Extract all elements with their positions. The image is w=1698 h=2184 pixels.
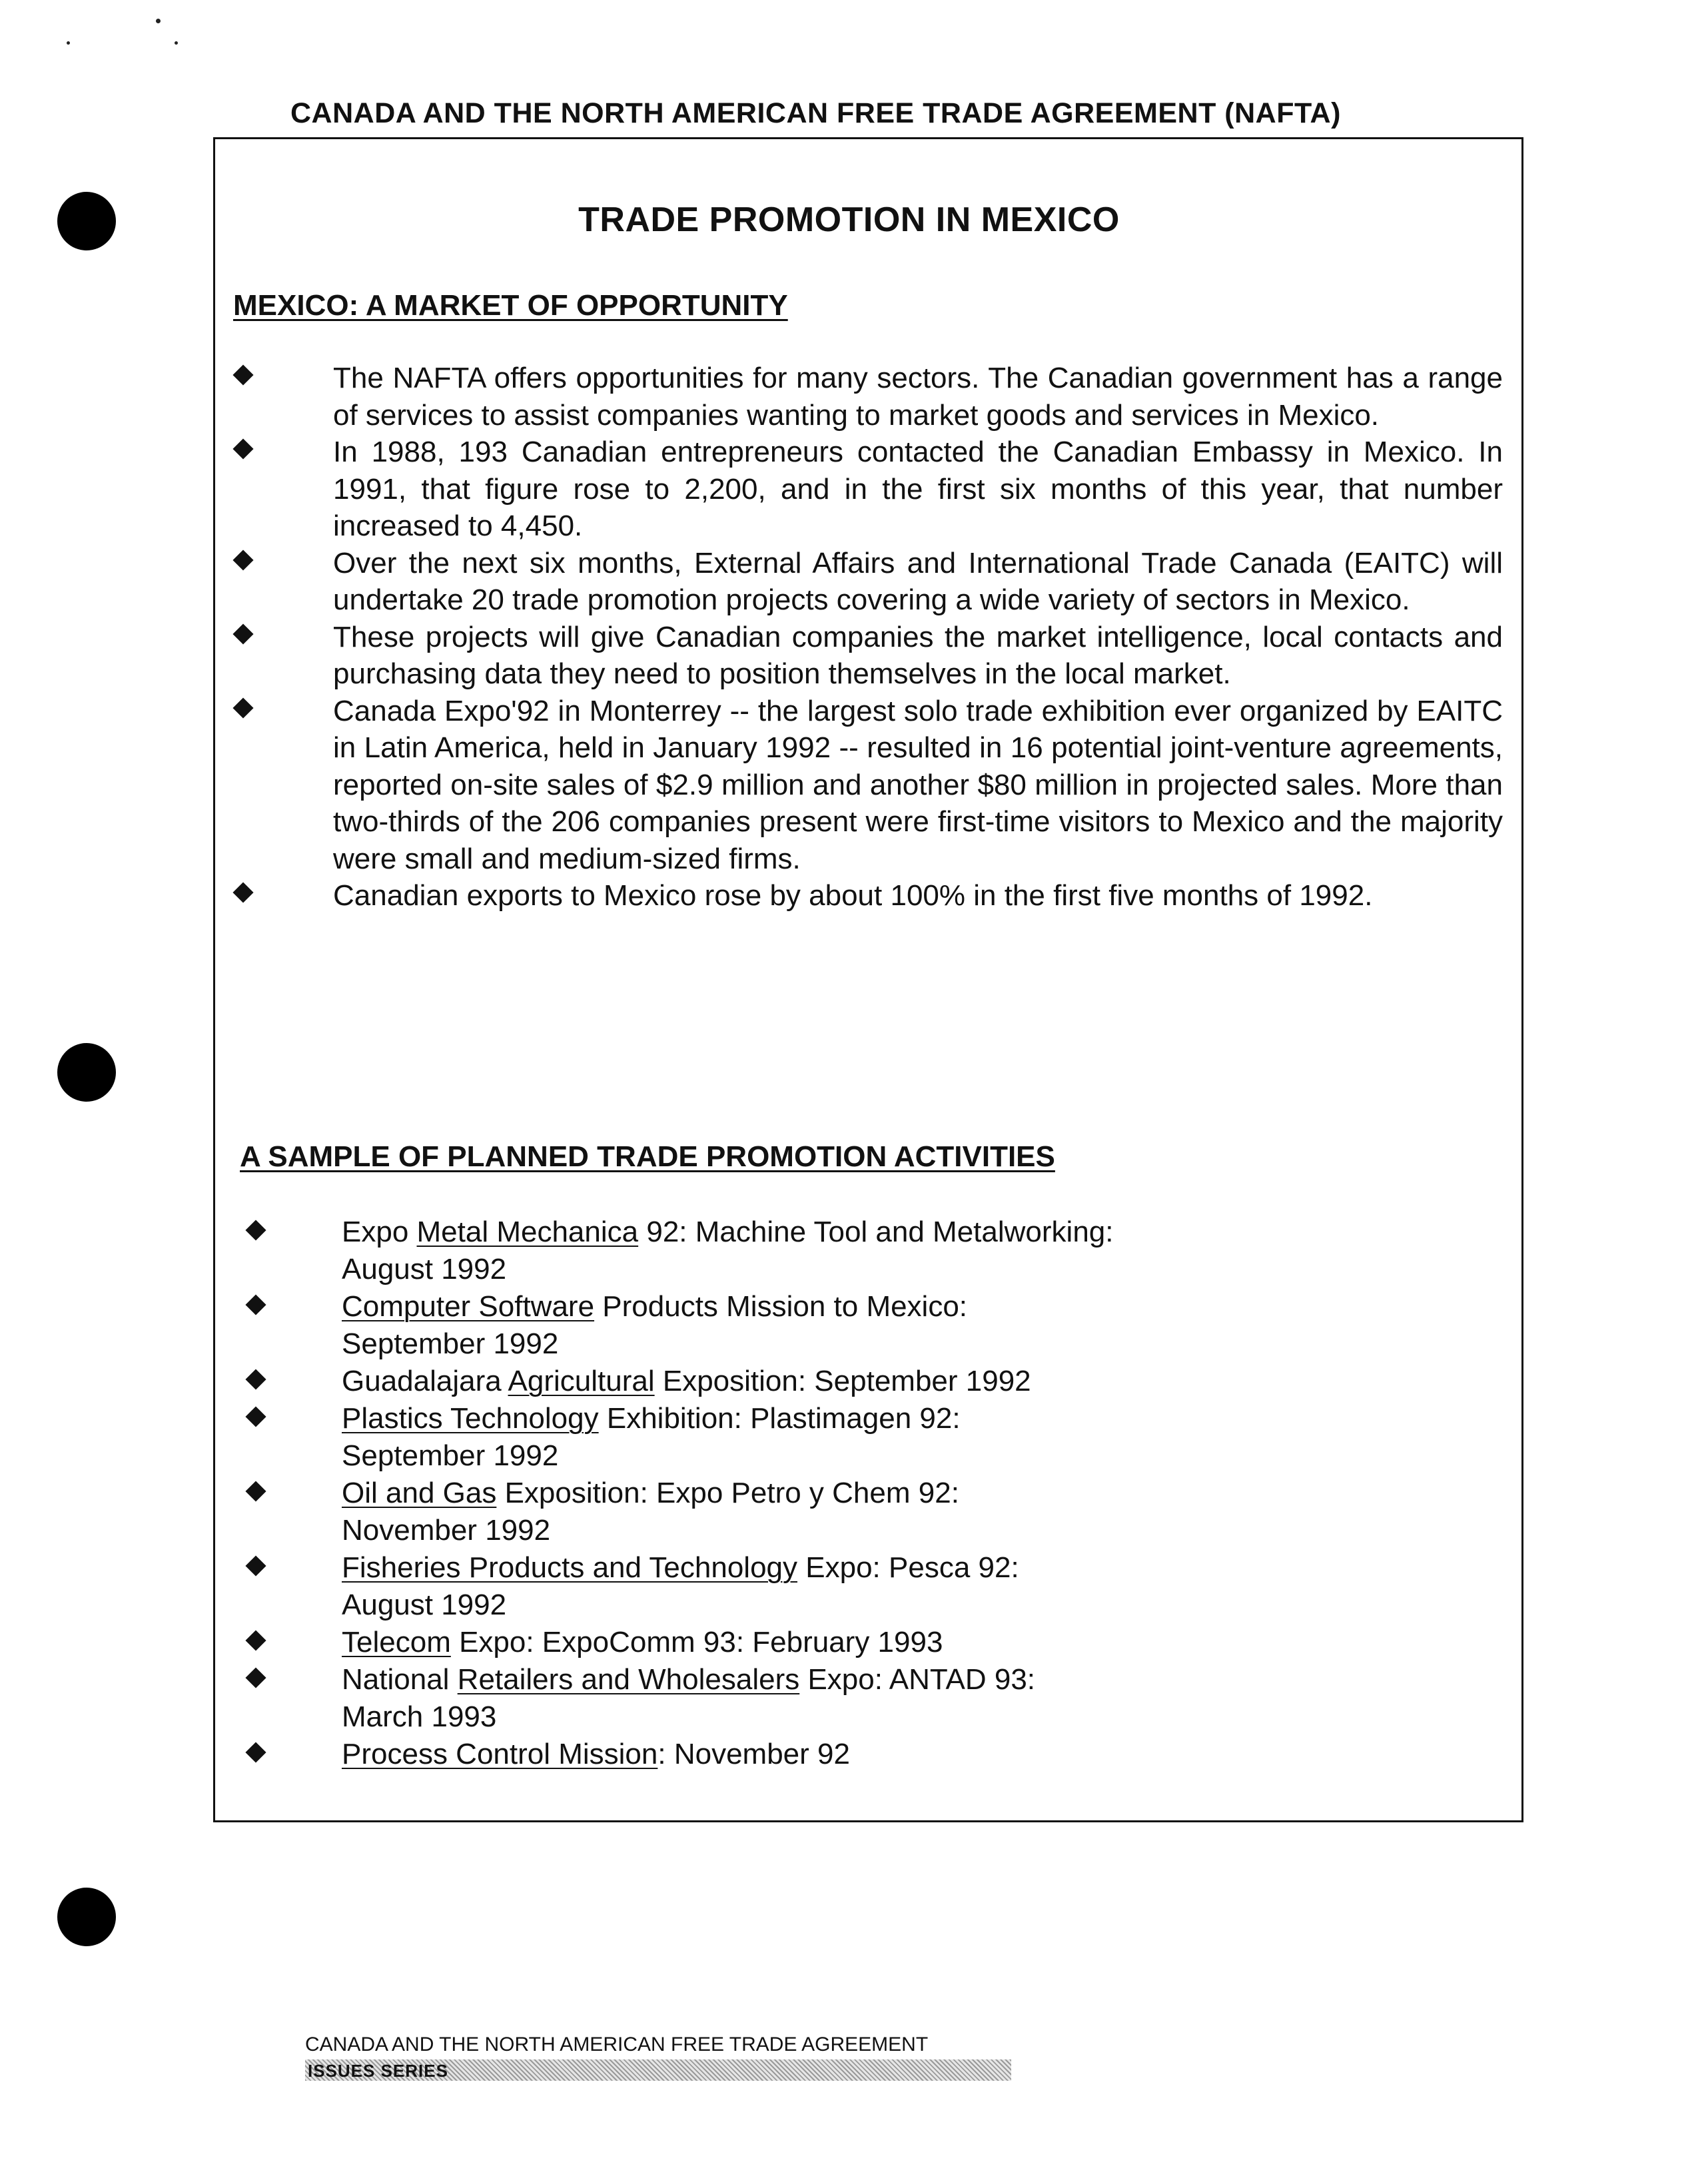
list-item: Plastics Technology Exhibition: Plastimagen 92: September 1992 [342, 1400, 1408, 1475]
opportunity-list [333, 360, 1503, 914]
list-item: Expo Metal Mechanica 92: Machine Tool and Metalworking: August 1992 [342, 1214, 1408, 1288]
list-item-text: These projects will give Canadian companies the market intelligence, local contacts and purchasing data they need to position themselves in the local market. [333, 620, 1503, 690]
list-item-text: The NAFTA offers opportunities for many sectors. The Canadian government has a range of services to assist companies wanting to market goods and services in Mexico. [333, 362, 1503, 432]
section-heading-opportunity: MEXICO: A MARKET OF OPPORTUNITY [233, 289, 788, 322]
scan-speck [175, 41, 178, 45]
list-item: Oil and Gas Exposition: Expo Petro y Chem 92: November 1992 [342, 1475, 1408, 1549]
list-item: Telecom Expo: ExpoComm 93: February 1993 [342, 1624, 1408, 1661]
punch-hole-middle [57, 1043, 116, 1102]
activities-list [342, 1214, 1408, 1773]
list-item-text: Over the next six months, External Affairs and International Trade Canada (EAITC) will undertake 20 trade promotion projects covering a wide variety of sectors in Mexico. [333, 546, 1503, 616]
page-title: TRADE PROMOTION IN MEXICO [578, 200, 1120, 239]
punch-hole-bottom [57, 1888, 116, 1946]
list-item: Guadalajara Agricultural Exposition: September 1992 [342, 1363, 1408, 1400]
list-item-text: In 1988, 193 Canadian entrepreneurs contacted the Canadian Embassy in Mexico. In 1991, that figure rose to 2,200, and in the first six months of this year, that number increased to 4,450. [333, 436, 1503, 542]
list-item: Process Control Mission: November 92 [342, 1736, 1408, 1773]
list-item [333, 360, 1503, 434]
running-header: CANADA AND THE NORTH AMERICAN FREE TRADE AGREEMENT (NAFTA) [290, 97, 1341, 129]
list-item: Fisheries Products and Technology Expo: Pesca 92: August 1992 [342, 1549, 1408, 1624]
scan-speck [156, 19, 161, 23]
list-item [333, 877, 1503, 914]
list-item: National Retailers and Wholesalers Expo: ANTAD 93: March 1993 [342, 1661, 1408, 1736]
list-item [333, 545, 1503, 619]
footer-series-label: ISSUES SERIES [308, 2061, 448, 2081]
list-item-text: Canadian exports to Mexico rose by about 100% in the first five months of 1992. [333, 879, 1373, 912]
list-item [333, 693, 1503, 878]
list-item [333, 619, 1503, 693]
scan-speck [67, 41, 70, 45]
list-item: Computer Software Products Mission to Mexico: September 1992 [342, 1288, 1408, 1363]
list-item [333, 434, 1503, 545]
footer-title: CANADA AND THE NORTH AMERICAN FREE TRADE AGREEMENT [305, 2033, 929, 2055]
section-heading-activities: A SAMPLE OF PLANNED TRADE PROMOTION ACTIVITIES [240, 1140, 1055, 1173]
list-item-text: Canada Expo'92 in Monterrey -- the largest solo trade exhibition ever organized by EAITC in Latin America, held in January 1992 -- resulted in 16 potential joint-venture agreements, reported on-site sales of $2.9 million and another $80 million in projected sales. More than two-thirds of the 206 companies present were first-time visitors to Mexico and the majority were small and medium-sized firms. [333, 694, 1503, 875]
